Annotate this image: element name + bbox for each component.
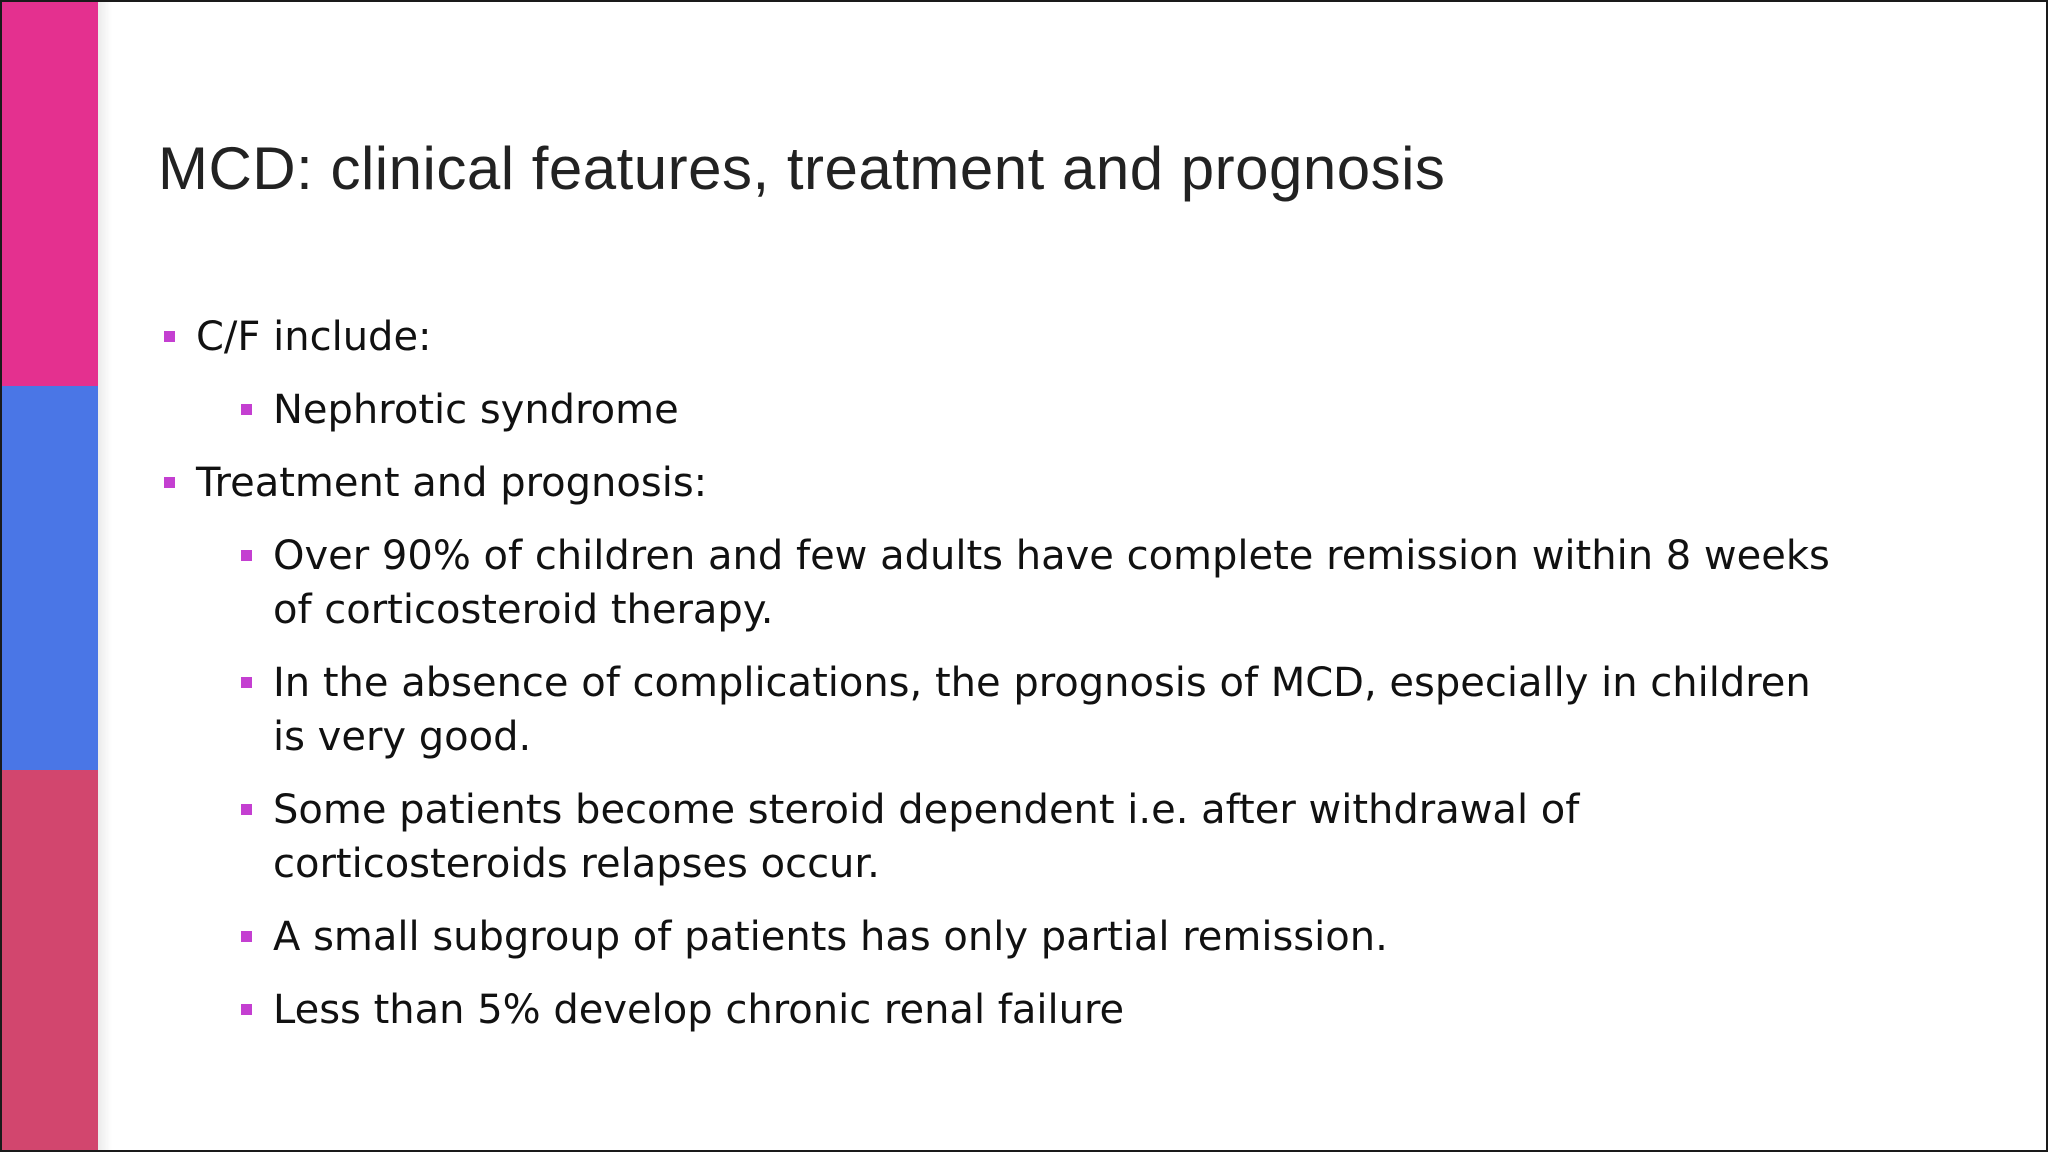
bullet-item-nephrotic-syndrome (158, 383, 1918, 437)
square-bullet-icon (241, 550, 252, 561)
square-bullet-icon (241, 404, 252, 415)
bullet-text-line-1: Over 90% of children and few adults have complete remission within 8 weeks (273, 533, 1830, 579)
square-bullet-icon (241, 931, 252, 942)
bullet-item-remission-rate (158, 529, 1918, 637)
decorative-side-bar (2, 2, 98, 1152)
square-bullet-icon (164, 331, 175, 342)
square-bullet-icon (241, 677, 252, 688)
bullet-text: Nephrotic syndrome (273, 387, 679, 433)
bullet-text-line-1: Some patients become steroid dependent i.e. after withdrawal of (273, 787, 1580, 833)
bullet-text-line-2: is very good. (273, 714, 532, 760)
side-bar-segment-pink (2, 2, 98, 386)
bullet-list (158, 310, 1918, 1056)
slide-title: MCD: clinical features, treatment and prognosis (158, 135, 1446, 202)
bullet-text-line-2: of corticosteroid therapy. (273, 587, 774, 633)
square-bullet-icon (241, 1004, 252, 1015)
bullet-item-chronic-renal-failure (158, 983, 1918, 1037)
bullet-item-partial-remission (158, 910, 1918, 964)
bullet-item-steroid-dependent (158, 783, 1918, 891)
bullet-text: A small subgroup of patients has only partial remission. (273, 914, 1388, 960)
side-bar-segment-blue (2, 386, 98, 770)
bullet-text: Treatment and prognosis: (196, 460, 708, 506)
bullet-text: C/F include: (196, 314, 432, 360)
bullet-text-line-1: In the absence of complications, the prognosis of MCD, especially in children (273, 660, 1811, 706)
bullet-item-prognosis-good (158, 656, 1918, 764)
square-bullet-icon (241, 804, 252, 815)
bullet-text: Less than 5% develop chronic renal failure (273, 987, 1125, 1033)
bullet-text-line-2: corticosteroids relapses occur. (273, 841, 880, 887)
bullet-item-treatment-prognosis (158, 456, 1918, 510)
square-bullet-icon (164, 477, 175, 488)
side-bar-shadow (98, 2, 112, 1152)
side-bar-segment-rose (2, 770, 98, 1152)
bullet-item-cf-include (158, 310, 1918, 364)
